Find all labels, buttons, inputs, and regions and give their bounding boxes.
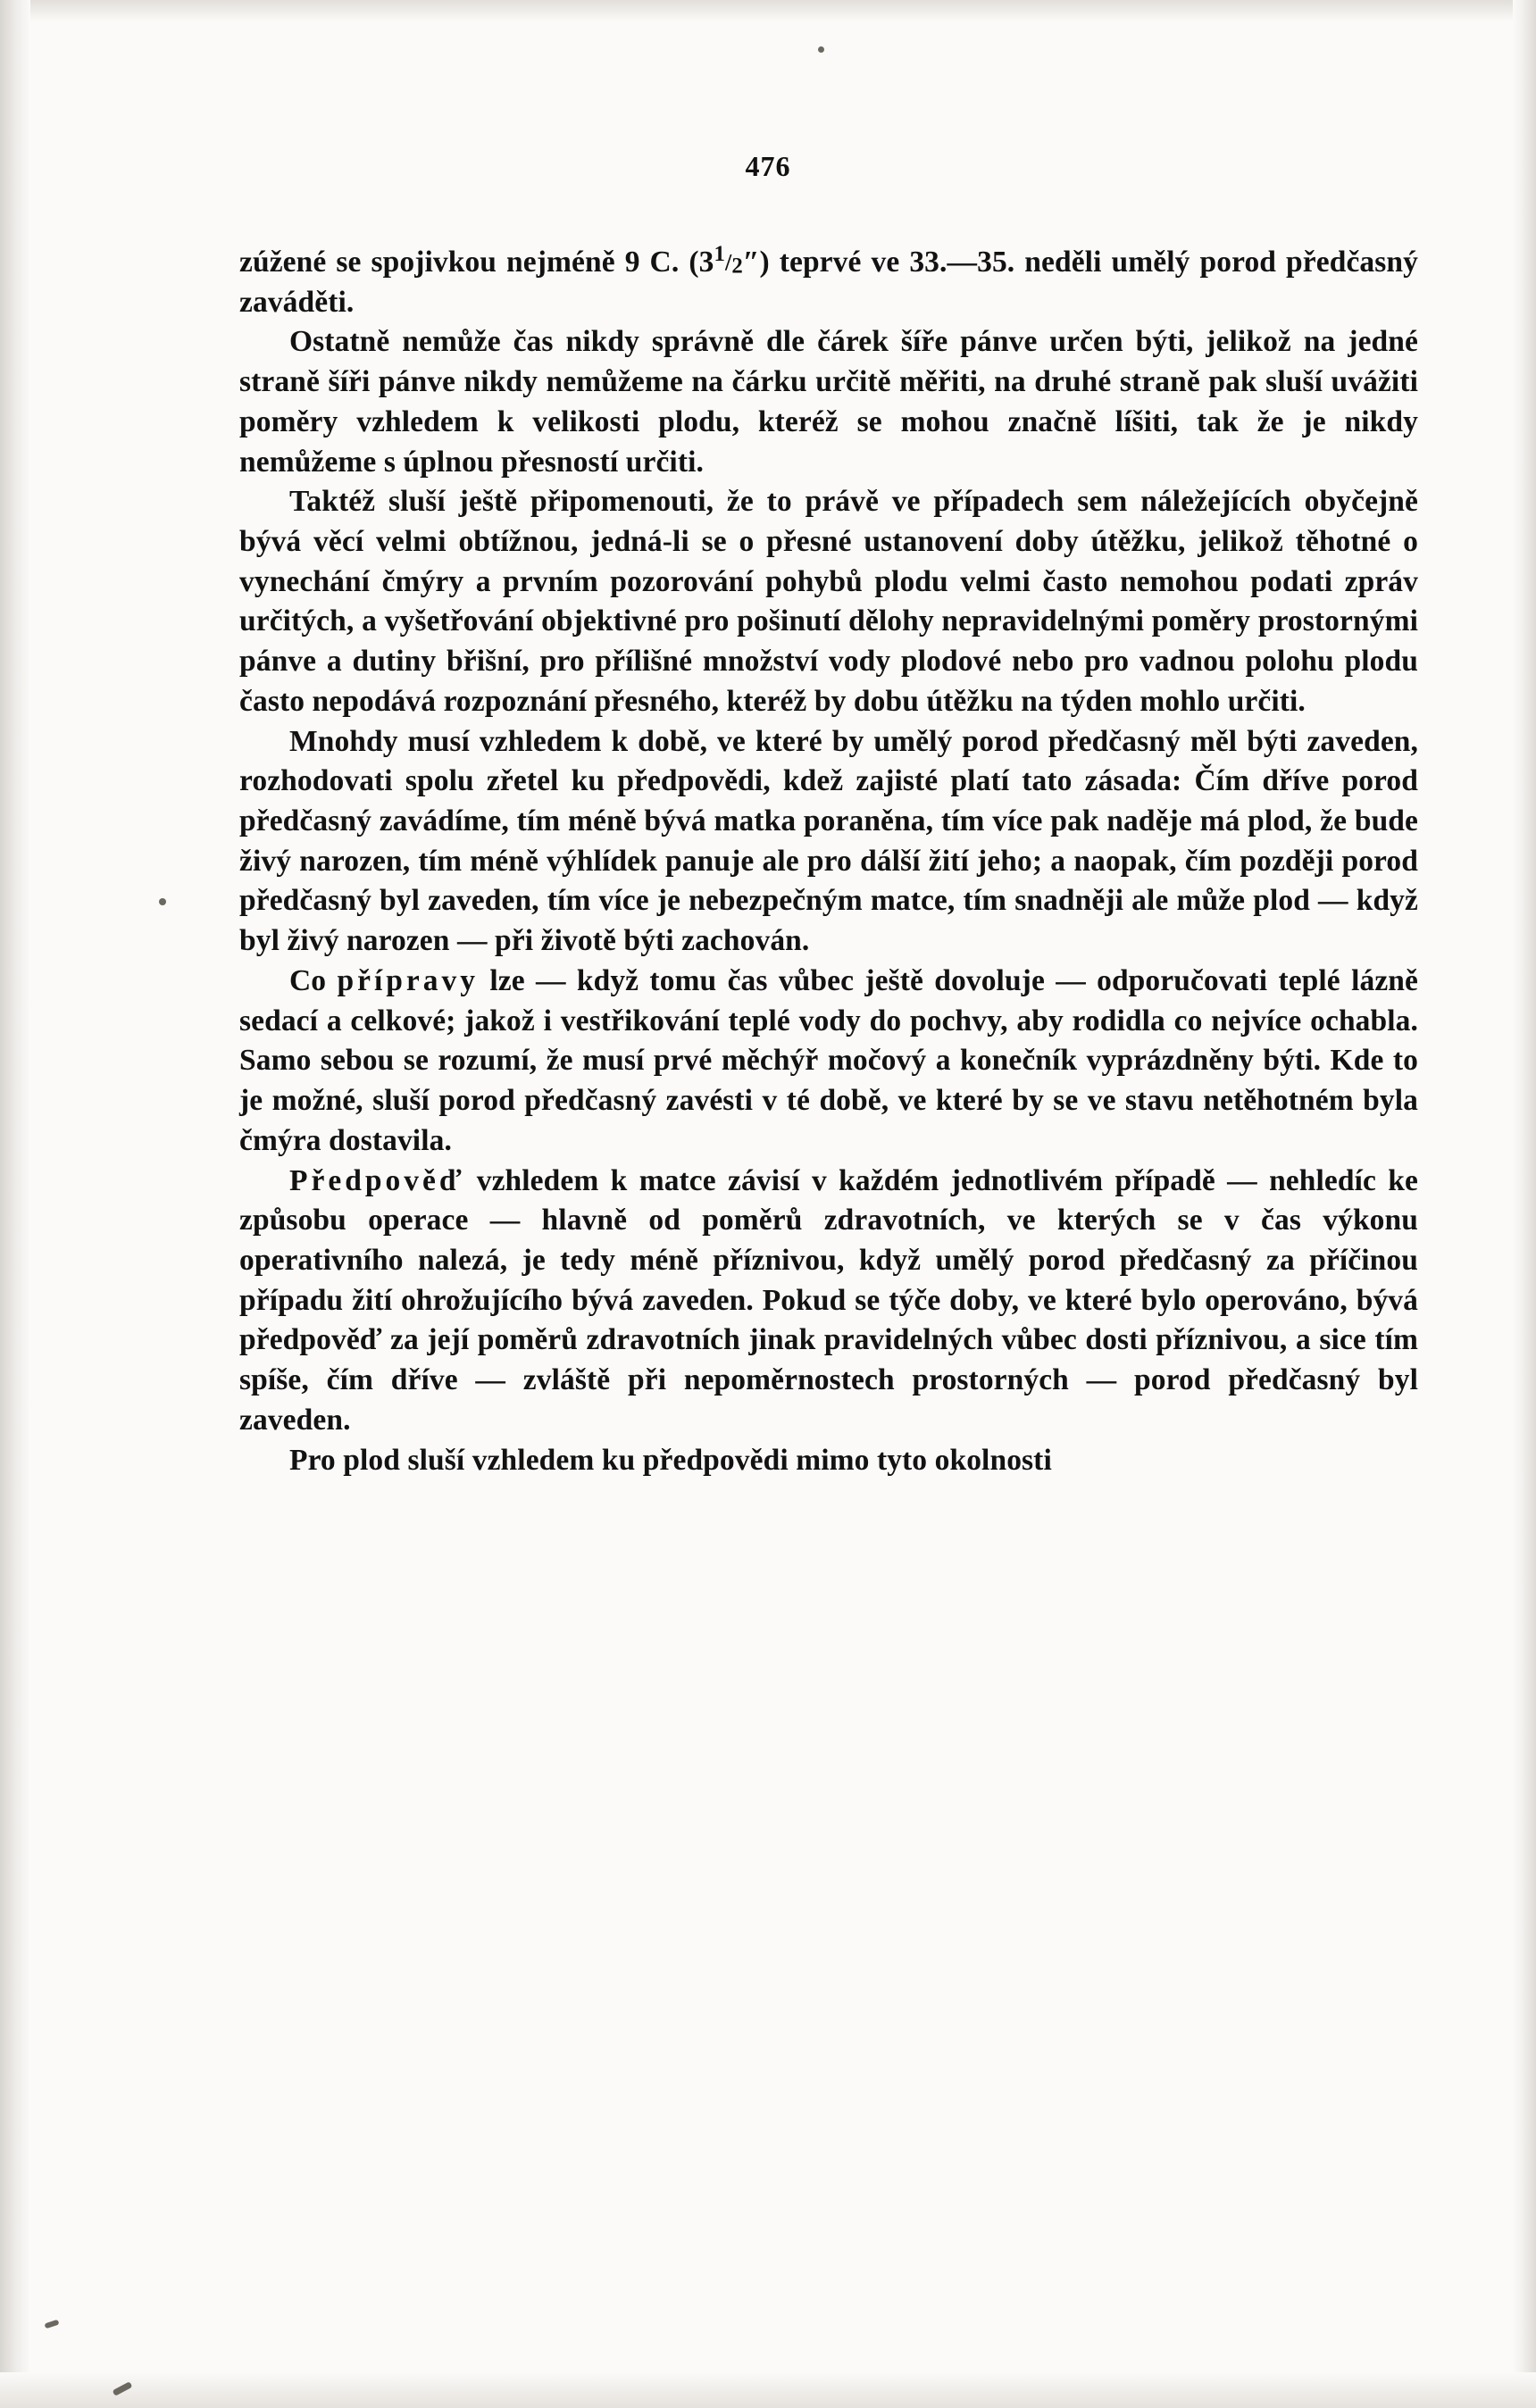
page-number: 476 [745,150,791,182]
emphasized-term: Předpověď [289,1163,465,1197]
paragraph: Taktéž sluší ještě připomenouti, že to právě ve případech sem náležejících obyčejně bývá věcí velmi obtížnou, jedná-li se o přesné ustanovení doby útěžku, jelikož těhotné o vynechání čmýry a prvním pozorování pohybů plodu velmi často nemohou podati zpráv určitých, a vyšetřování objektivné pro pošinutí dělohy nepravidelnými poměry prostornými pánve a dutiny břišní, pro přílišné množství vody plodové nebo pro vadnou polohu plodu často nepodává rozpoznání přesného, kteréž by dobu útěžku na týden mohlo určiti. [239,485,1418,718]
scan-edge-left [0,0,30,2408]
paragraph: Mnohdy musí vzhledem k době, ve které by umělý porod předčasný měl býti zaveden, rozhodovati spolu zřetel ku předpovědi, kdež zajisté platí tato zásada: Čím dříve porod předčasný zavádíme, tím méně bývá matka poraněna, tím více pak naděje má plod, že bude živý narozen, tím méně výhlídek panuje ale pro dálší žití jeho; a naopak, čím později porod předčasný byl zaveden, tím více je nebezpečným matce, tím snadněji ale může plod — když byl živý narozen — při životě býti zachován. [239,724,1418,958]
body-text-column [239,239,1418,1480]
scan-speck-icon [818,46,824,53]
paragraph: Ostatně nemůže čas nikdy správně dle čárek šíře pánve určen býti, jelikož na jedné straně šíři pánve nikdy nemůžeme na čárku určitě měřiti, na druhé straně pak sluší uvážiti poměry vzhledem k velikosti plodu, kteréž se mohou značně líšiti, tak že je nikdy nemůžeme s úplnou přesností určiti. [239,325,1418,479]
scan-speck-icon [44,2320,59,2329]
emphasized-term: přípravy [337,963,480,997]
paragraph: Pro plod sluší vzhledem ku předpovědi mimo tyto okolnosti [289,1443,1052,1477]
paragraph: Předpověď vzhledem k matce závisí v každém jednotlivém případě — nehledíc ke způsobu operace — hlavně od poměrů zdravotních, ve kterých se v čas výkonu operativního nalezá, je tedy méně příznivou, když umělý porod předčasný za příčinou případu žití ohrožujícího bývá zaveden. Pokud se týče doby, ve které bylo operováno, bývá předpověď za její poměrů zdravotních jinak pravidelných vůbec dosti příznivou, a sice tím spíše, čím dříve — zvláště při nepoměrnostech prostorných — porod předčasný byl zaveden. [239,1163,1418,1437]
scan-edge-top [0,0,1536,21]
scan-edge-right [1513,0,1536,2408]
paragraph: Co přípravy lze — když tomu čas vůbec ještě dovoluje — odporučovati teplé lázně sedací a celkové; jakož i vestřikování teplé vody do pochvy, aby rodidla co nejvíce ochabla. Samo sebou se rozumí, že musí prvé měchýř močový a konečník vyprázdněny býti. Kde to je možné, sluší porod předčasný zavésti v té době, ve které by se ve stavu netěhotném byla čmýra dostavila. [239,963,1419,1157]
scan-edge-bottom [0,2372,1536,2408]
paragraph: zúžené se spojivkou nejméně 9 C. $(3^1/_2'')$ teprvé ve 33.—35. neděli umělý porod předčasný zaváděti. [239,242,1418,319]
margin-mark-icon [159,898,166,905]
